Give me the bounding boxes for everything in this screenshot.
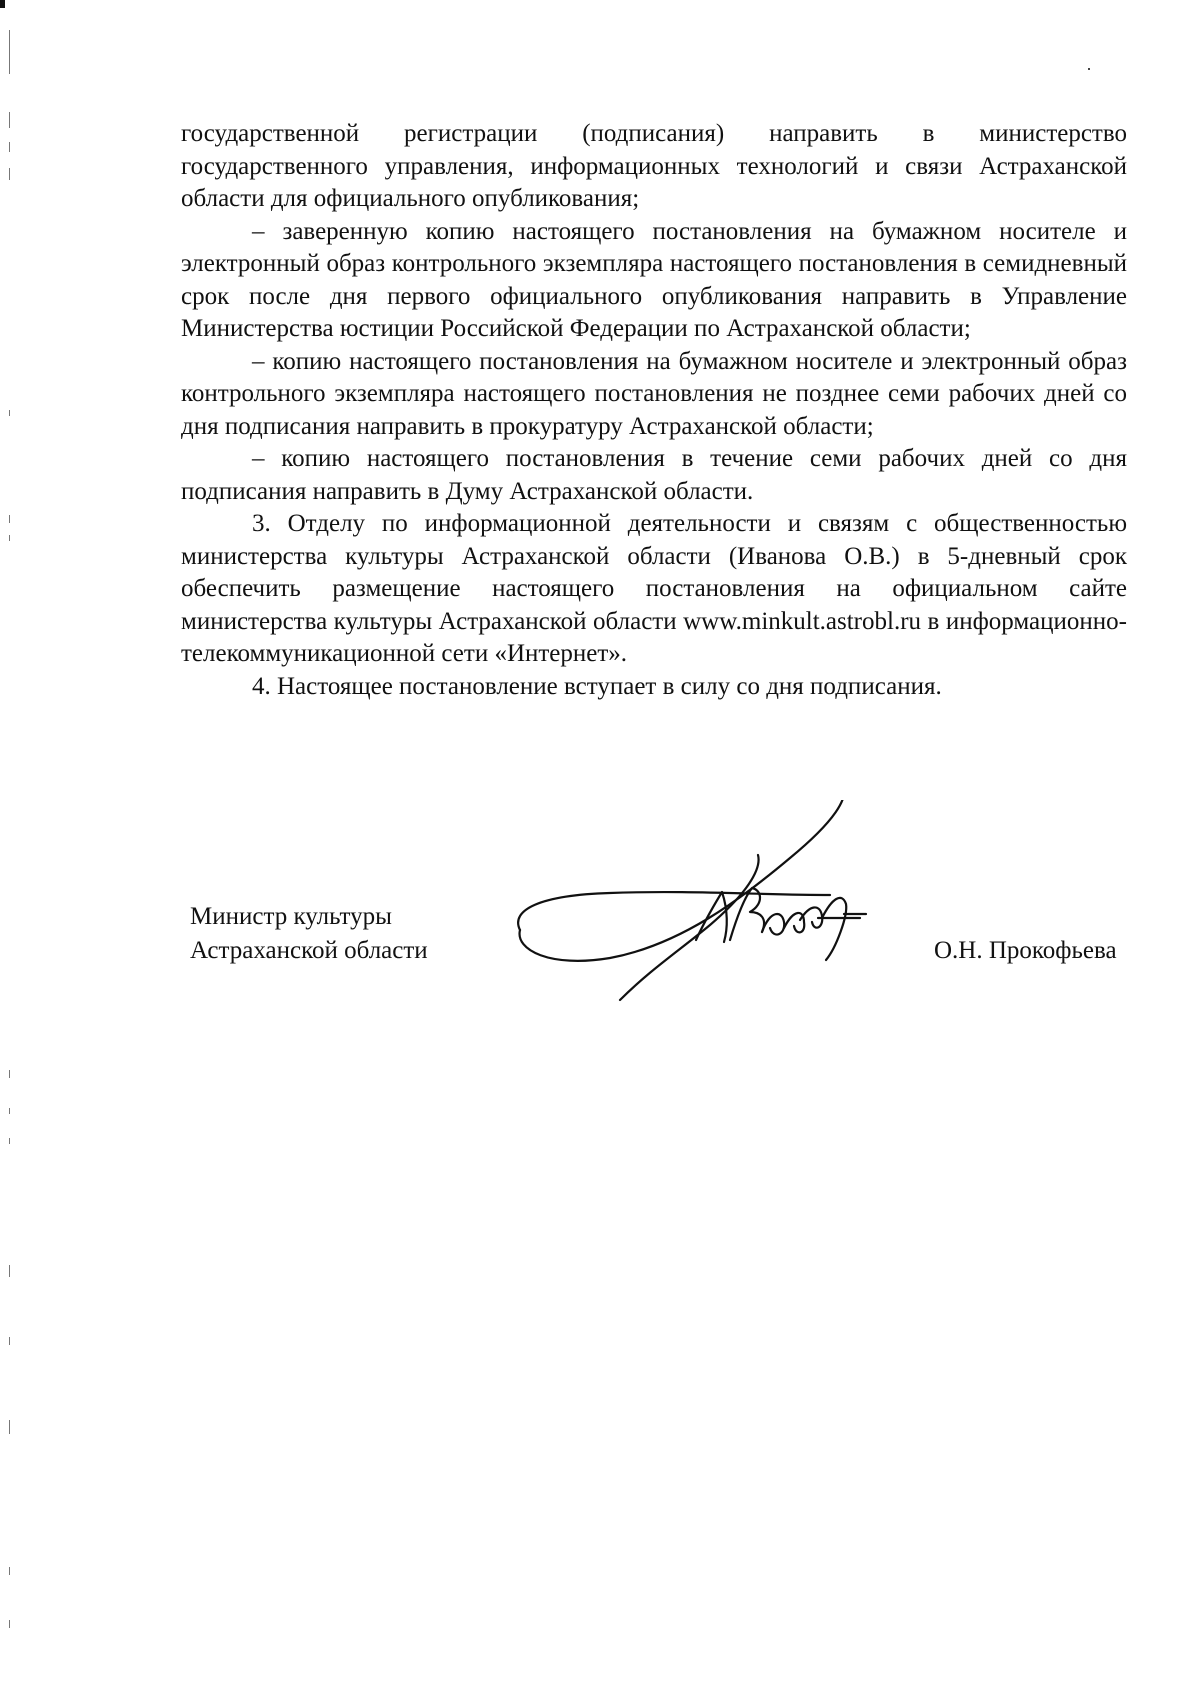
scan-speck: [1088, 68, 1090, 70]
paragraph-item-4: 4. Настоящее постановление вступает в силу со дня подписания.: [252, 672, 942, 700]
signature-block: [0, 800, 1200, 1020]
paragraph-duma: – копию настоящего постановления в течение семи рабочих дней со дня подписания направить в Думу Астраханской области.: [181, 445, 1127, 505]
paragraph-item-3: 3. Отделу по информационной деятельности и связям с общественностью министерства культуры Астраханской области (Иванова О.В.) в 5-дневный срок обеспечить размещение настоящего постановления на официальном сайте министерства культуры Астраханской области www.minkult.astrobl.ru в информационно-телекоммуникационной сети «Интернет».: [181, 510, 1127, 667]
document-body: [181, 118, 1127, 703]
signer-position-line-1: Министр культуры: [190, 903, 392, 930]
handwritten-signature: [500, 800, 920, 1020]
paragraph-registration: государственной регистрации (подписания) направить в министерство государственного управления, информационных технологий и связи Астраханской области для официального опубликования;: [181, 120, 1127, 212]
signer-position-line-2: Астраханской области: [190, 937, 428, 964]
paragraph-justice-ministry: – заверенную копию настоящего постановления на бумажном носителе и электронный образ контрольного экземпляра настоящего постановления в семидневный срок после дня первого официального опубликования направить в Управление Министерства юстиции Российской Федерации по Астраханской области;: [181, 217, 1127, 342]
signer-position: [190, 900, 428, 968]
signer-name: О.Н. Прокофьева: [934, 937, 1117, 964]
paragraph-prosecutor: – копию настоящего постановления на бумажном носителе и электронный образ контрольного экземпляра настоящего постановления не позднее семи рабочих дней со дня подписания направить в прокуратуру Астраханской области;: [181, 347, 1127, 440]
